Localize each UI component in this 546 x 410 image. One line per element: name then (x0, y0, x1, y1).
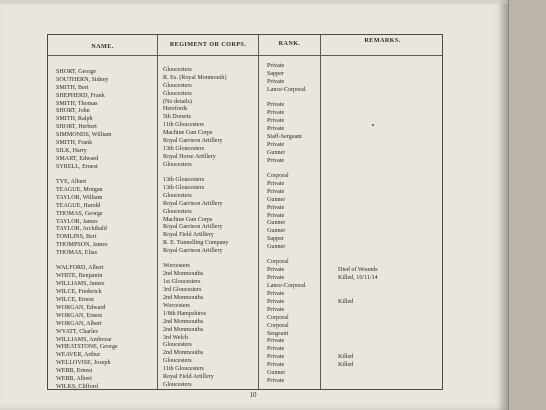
group-spacer (56, 258, 118, 266)
entry-name: SMART, Edward (56, 155, 99, 162)
entry-remark (338, 236, 378, 244)
entry-remark: Killed (338, 362, 354, 369)
entry-remark (338, 244, 378, 252)
rank-column (267, 63, 306, 386)
entry-regiment: Gloucesters (163, 90, 192, 97)
entry-rank: Private (267, 78, 285, 85)
entry-rank: Lance-Corporal (267, 86, 306, 93)
entry-remark (338, 205, 378, 213)
entry-rank: Private (267, 377, 285, 384)
entry-remark (338, 291, 378, 299)
entry-regiment: Royal Garrison Artillery (163, 224, 223, 231)
roll-of-honour-table (47, 34, 443, 390)
entry-rank: Gunner (267, 220, 286, 227)
entry-name: SHEPHERD, Frank (56, 92, 105, 99)
entry-name: SMITH, Thomas (56, 100, 98, 107)
entry-rank: Corporal (267, 173, 289, 180)
entry-name: WHEATSTONE, George (56, 344, 118, 351)
group-spacer (267, 166, 306, 174)
entry-rank: Corporal (267, 322, 289, 329)
entry-rank: Private (267, 188, 285, 195)
entry-remark (338, 197, 378, 205)
page-number: 10 (249, 391, 257, 399)
entry-name: SIMMONDS, William (56, 132, 112, 139)
header-rank: RANK. (278, 40, 301, 47)
remarks-column (338, 63, 378, 386)
group-spacer (338, 166, 378, 174)
entry-rank: Private (267, 298, 285, 305)
entry-remark (338, 102, 378, 110)
entry-remark (338, 110, 378, 118)
entry-rank: Private (267, 180, 285, 187)
entry-rank: Private (267, 267, 285, 274)
entry-regiment: 2nd Monmouths (163, 271, 204, 278)
entry-rank: Private (267, 306, 285, 313)
entry-rank: Sergeant (267, 330, 289, 337)
entry-rank: Private (267, 354, 285, 361)
entry-rank: Private (267, 110, 285, 117)
entry-regiment: 5th Dorsets (163, 114, 191, 121)
entry-regiment: 11th Gloucesters (163, 122, 204, 129)
entry-remark (338, 79, 378, 87)
column-divider-regiment (258, 35, 259, 389)
group-spacer (163, 170, 229, 178)
entry-regiment: Royal Garrison Artillery (163, 200, 223, 207)
entry-remark (338, 142, 378, 150)
entry-remark: Killed, 10/11/14 (338, 275, 378, 282)
entry-regiment: 2nd Monmouths (163, 350, 204, 357)
entry-rank: Gunner (267, 244, 286, 251)
entry-rank: Private (267, 212, 285, 219)
entry-rank: Corporal (267, 259, 289, 266)
entry-regiment: 3rd Welch (163, 334, 188, 341)
entry-regiment: 13th Gloucesters (163, 145, 205, 152)
entry-remark (338, 63, 378, 71)
entry-name: TAYLOR, William (56, 194, 103, 201)
entry-rank: Gunner (267, 196, 286, 203)
entry-regiment: Royal Field Artillery (163, 232, 214, 239)
names-column (56, 69, 118, 392)
entry-remark (338, 134, 378, 142)
entry-regiment: Gloucesters (163, 67, 192, 73)
entry-remark (338, 213, 378, 221)
entry-rank: Private (267, 126, 285, 133)
entry-regiment: 2nd Monmouths (163, 318, 204, 325)
entry-name: SMITH, Bert (56, 84, 89, 91)
entry-regiment: 3rd Gloucesters (163, 287, 202, 294)
entry-name: THOMAS, Elias (56, 250, 97, 257)
entry-name: WORGAN, Edward (56, 304, 106, 311)
entry-regiment: Gloucesters (163, 208, 192, 215)
entry-name: SHORT, John (56, 108, 90, 115)
entry-remark (338, 220, 378, 228)
entry-name: WEAVER, Arthur (56, 352, 101, 359)
entry-regiment: Royal Garrison Artillery (163, 248, 223, 255)
entry-name: WILLIAMS, James (56, 281, 105, 288)
entry-regiment: Royal Horse Artillery (163, 153, 216, 160)
entry-rank: Private (267, 102, 285, 109)
entry-name: SHORT, George (56, 69, 97, 75)
entry-name: SHORT, Herbert (56, 124, 97, 131)
entry-name: THOMAS, George (56, 210, 103, 217)
entry-regiment: 2nd Monmouths (163, 326, 204, 333)
group-spacer (163, 256, 229, 264)
header-regiment: REGIMENT OR CORPS. (169, 41, 247, 48)
entry-rank (267, 95, 306, 103)
entry-regiment: R. E. Tunnelling Company (163, 240, 229, 247)
entry-name: WYATT, Charles (56, 328, 98, 335)
entry-remark (338, 315, 378, 323)
header-rule (48, 55, 442, 56)
entry-regiment: Gloucesters (163, 381, 192, 388)
entry-regiment: 1/8th Hampshires (163, 310, 207, 317)
entry-name: SILK, Harry (56, 147, 87, 154)
entry-regiment: Gloucesters (163, 192, 192, 199)
entry-remark: Killed (338, 298, 354, 305)
entry-remark (338, 323, 378, 331)
entry-name: WORGAN, Ernest (56, 312, 103, 319)
entry-regiment: Gloucesters (163, 161, 192, 168)
column-divider-name (157, 35, 158, 389)
entry-remark: Killed (338, 354, 354, 361)
entry-rank: Private (267, 362, 285, 369)
entry-regiment: 13th Gloucesters (163, 184, 205, 191)
entry-rank: Gunner (267, 369, 286, 376)
entry-name: TEAGUE, Harold (56, 202, 101, 209)
entry-remark (338, 228, 378, 236)
entry-regiment: R. Es. (Royal Monmouth) (163, 74, 227, 81)
entry-rank: Private (267, 291, 285, 298)
entry-rank: Private (267, 141, 285, 148)
entry-remark (338, 158, 378, 166)
entry-name: WILLIAMS, Ambrose (56, 336, 112, 343)
entry-name: TAYLOR, Archibald (56, 226, 107, 233)
entry-rank: Lance-Corporal (267, 283, 306, 290)
entry-rank: Staff-Sergeant (267, 134, 302, 141)
entry-remark (338, 71, 378, 79)
group-spacer (338, 252, 378, 260)
entry-rank: Private (267, 157, 285, 164)
entry-remark (338, 173, 378, 181)
entry-regiment: Royal Field Artillery (163, 373, 214, 380)
entry-name: WHITE, Benjamin (56, 273, 103, 280)
entry-name: SMITH, Frank (56, 140, 93, 147)
entry-rank: Gunner (267, 228, 286, 235)
entry-remark (338, 181, 378, 189)
group-spacer (267, 252, 306, 260)
entry-rank: Sapper (267, 236, 284, 243)
entry-name: WORGAN, Albert (56, 320, 102, 327)
entry-name: TEAGUE, Morgan (56, 186, 103, 193)
entry-regiment: 1st Gloucesters (163, 279, 201, 286)
entry-name: THOMPSON, James (56, 242, 108, 249)
entry-regiment: (No details) (163, 98, 192, 105)
entry-regiment: 13th Gloucesters (163, 177, 205, 184)
entry-regiment: Gloucesters (163, 82, 192, 89)
entry-regiment: Royal Garrison Artillery (163, 138, 223, 145)
entry-rank: Private (267, 275, 285, 282)
entry-name: WELLOVISE, Joseph (56, 360, 111, 367)
entry-remark (338, 331, 378, 339)
entry-rank: Private (267, 118, 285, 125)
entry-rank: Sapper (267, 70, 284, 77)
entry-remark (338, 370, 378, 378)
book-page-right (508, 0, 546, 410)
entry-name: TOMLINS, Bert (56, 234, 97, 241)
entry-rank: Private (267, 346, 285, 353)
entry-remark (338, 150, 378, 158)
entry-regiment: Machine Gun Corps (163, 130, 213, 137)
paper-speck (372, 124, 374, 126)
entry-remark (338, 189, 378, 197)
entry-regiment: 11th Gloucesters (163, 366, 204, 373)
entry-rank: Corporal (267, 314, 289, 321)
entry-name: WEBB, Albert (56, 375, 92, 382)
entry-name: TYE, Albert (56, 179, 87, 186)
entry-name: TAYLOR, James (56, 218, 98, 225)
entry-remark (338, 346, 378, 354)
page-top-edge (0, 0, 508, 4)
group-spacer (56, 172, 118, 180)
column-divider-rank (320, 35, 321, 389)
entry-name: WILCE, Frederick (56, 289, 102, 296)
entry-name: WILKS, Clifford (56, 383, 98, 390)
entry-name: SOUTHERN, Sidney (56, 76, 109, 83)
regiment-column (163, 67, 229, 390)
entry-rank: Private (267, 63, 285, 69)
entry-remark (338, 378, 378, 386)
entry-regiment: Herefords (163, 106, 188, 113)
entry-name: WILCE, Ernest (56, 297, 94, 304)
entry-rank: Private (267, 338, 285, 345)
entry-regiment: 2nd Monmouths (163, 295, 204, 302)
entry-regiment: Machine Gun Corps (163, 216, 213, 223)
entry-remark (338, 87, 378, 95)
entry-remark: Died of Wounds (338, 267, 378, 274)
entry-rank: Gunner (267, 149, 286, 156)
entry-regiment: Gloucesters (163, 342, 192, 349)
entry-remark (338, 126, 378, 134)
entry-remark (338, 338, 378, 346)
entry-remark (338, 307, 378, 315)
header-name: NAME. (91, 43, 114, 50)
entry-name: SYRELL, Ernest (56, 163, 98, 170)
entry-regiment: Worcesters (163, 302, 190, 309)
header-remarks: REMARKS. (364, 37, 401, 44)
entry-name: SMITH, Ralph (56, 116, 93, 123)
entry-regiment: Worcesters (163, 263, 190, 270)
entry-regiment: Gloucesters (163, 358, 192, 365)
entry-remark (338, 283, 378, 291)
entry-name: WALFORD, Albert (56, 265, 104, 272)
entry-name: WEBB, Ernest (56, 368, 93, 375)
entry-rank: Private (267, 204, 285, 211)
entry-remark (338, 95, 378, 103)
